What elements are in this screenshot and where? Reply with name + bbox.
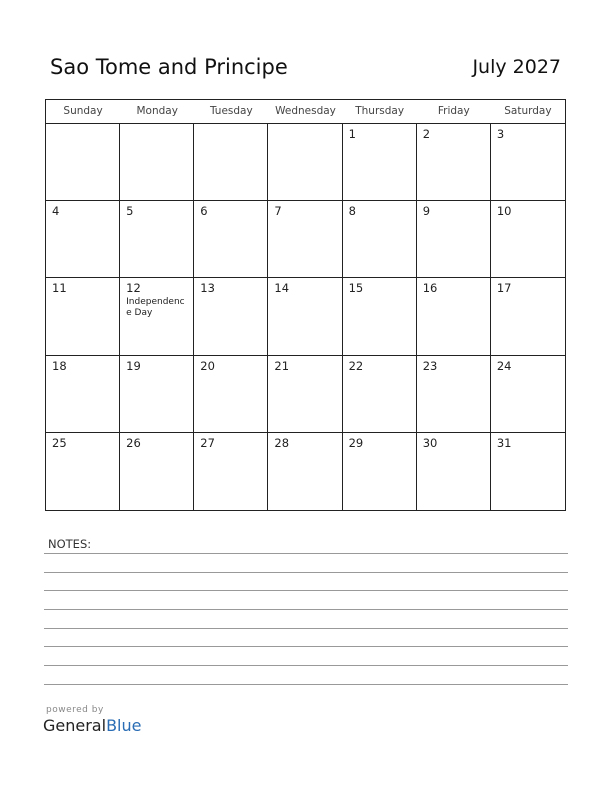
note-line xyxy=(44,572,568,573)
day-number: 5 xyxy=(126,204,134,219)
day-cell xyxy=(417,201,491,278)
day-number: 14 xyxy=(274,281,290,296)
day-number: 12 xyxy=(126,281,141,296)
day-cell xyxy=(491,124,565,201)
day-cell xyxy=(120,124,194,201)
day-cell xyxy=(268,356,342,433)
day-cell xyxy=(46,201,120,278)
day-cell xyxy=(343,278,417,355)
powered-by-text: powered by xyxy=(46,705,104,715)
day-cell xyxy=(343,201,417,278)
day-number: 25 xyxy=(52,435,67,450)
day-number: 20 xyxy=(200,358,215,373)
day-number: 8 xyxy=(348,204,356,219)
notes-label: NOTES: xyxy=(48,537,92,551)
calendar-country-title: Sao Tome and Principe xyxy=(50,55,288,79)
weekday-sunday: Sunday xyxy=(63,105,103,117)
day-number: 26 xyxy=(126,435,141,450)
day-cell xyxy=(343,124,417,201)
day-number: 7 xyxy=(274,204,282,219)
brand-blue-text: Blue xyxy=(106,716,142,735)
day-number: 2 xyxy=(422,127,431,141)
weekday-friday: Friday xyxy=(437,105,470,117)
day-cell xyxy=(120,356,194,433)
day-cell xyxy=(46,356,120,433)
day-number: 1 xyxy=(348,127,356,141)
day-number: 27 xyxy=(200,435,215,450)
day-number: 16 xyxy=(422,281,438,296)
day-cell xyxy=(417,124,491,201)
brand-general-text: General xyxy=(43,716,107,735)
holiday-label: Independence Day xyxy=(126,297,185,319)
day-cell xyxy=(268,201,342,278)
day-cell xyxy=(491,278,565,355)
weekday-saturday: Saturday xyxy=(504,105,552,117)
note-line xyxy=(44,553,568,554)
day-number: 17 xyxy=(496,281,512,296)
day-cell xyxy=(491,433,565,510)
note-line xyxy=(44,684,568,685)
day-number: 30 xyxy=(422,435,438,450)
day-cell xyxy=(120,433,194,510)
day-number: 24 xyxy=(496,358,512,373)
day-number: 11 xyxy=(52,281,67,296)
day-cell xyxy=(194,356,268,433)
day-cell xyxy=(268,433,342,510)
day-number: 31 xyxy=(496,435,512,450)
day-cell xyxy=(120,201,194,278)
note-line xyxy=(44,665,568,666)
day-cell xyxy=(417,433,491,510)
day-cell xyxy=(417,278,491,355)
weekday-monday: Monday xyxy=(136,105,178,117)
day-cell xyxy=(46,278,120,355)
calendar-day-grid xyxy=(46,124,565,510)
day-number: 9 xyxy=(422,204,431,219)
day-number: 15 xyxy=(348,281,364,296)
day-cell xyxy=(417,356,491,433)
day-cell xyxy=(46,433,120,510)
day-number: 10 xyxy=(496,204,512,219)
day-number: 29 xyxy=(348,435,364,450)
day-number: 4 xyxy=(52,204,60,219)
weekday-thursday: Thursday xyxy=(355,105,405,117)
day-number: 6 xyxy=(200,204,208,219)
day-number: 13 xyxy=(200,281,215,296)
note-line xyxy=(44,628,568,629)
day-number: 22 xyxy=(348,358,364,373)
day-number: 18 xyxy=(52,358,67,373)
generalblue-logo xyxy=(43,716,141,735)
day-cell xyxy=(268,124,342,201)
weekday-wednesday: Wednesday xyxy=(275,105,336,117)
day-number: 23 xyxy=(422,358,438,373)
day-number: 28 xyxy=(274,435,290,450)
day-cell xyxy=(343,433,417,510)
day-number: 19 xyxy=(126,358,141,373)
day-cell xyxy=(194,201,268,278)
day-cell xyxy=(491,356,565,433)
day-cell xyxy=(268,278,342,355)
calendar-month-year: July 2027 xyxy=(472,56,561,78)
note-line xyxy=(44,590,568,591)
day-cell xyxy=(343,356,417,433)
day-cell xyxy=(194,124,268,201)
day-cell xyxy=(194,278,268,355)
weekday-header-row xyxy=(46,100,565,124)
day-number: 3 xyxy=(496,127,505,141)
day-cell xyxy=(491,201,565,278)
note-line xyxy=(44,609,568,610)
calendar-table xyxy=(45,99,566,511)
day-cell xyxy=(194,433,268,510)
day-cell xyxy=(46,124,120,201)
day-number: 21 xyxy=(274,358,290,373)
weekday-tuesday: Tuesday xyxy=(209,105,253,117)
note-line xyxy=(44,646,568,647)
day-cell xyxy=(120,278,194,355)
